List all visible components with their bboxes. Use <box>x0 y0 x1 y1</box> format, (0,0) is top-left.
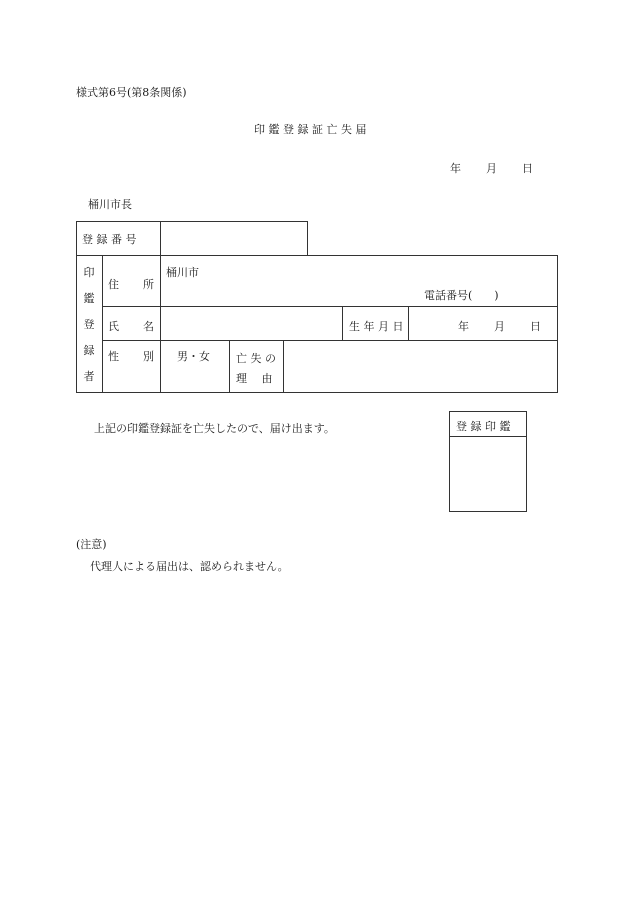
name-label: 名 <box>143 320 154 333</box>
date-year-label: 年 <box>450 162 461 175</box>
dob-label: 生 年 月 日 <box>349 320 404 333</box>
table-border <box>76 221 77 393</box>
table-border <box>307 221 308 255</box>
date-month-label: 月 <box>486 162 497 175</box>
table-border <box>557 255 558 393</box>
loss-reason-label: 亡 失 の <box>236 352 276 365</box>
seal-box-label: 登 録 印 鑑 <box>456 420 511 433</box>
table-border <box>76 392 558 393</box>
table-border <box>102 255 103 393</box>
dob-field[interactable] <box>409 307 557 340</box>
form-number: 様式第6号(第8条関係) <box>76 86 187 99</box>
date-day-label: 日 <box>522 162 533 175</box>
page-title: 印 鑑 登 録 証 亡 失 届 <box>254 123 367 136</box>
gender-label: 性 <box>108 350 119 363</box>
notes-text: 代理人による届出は、認められません。 <box>90 560 289 573</box>
registrant-char: 録 <box>83 344 95 357</box>
registrant-char: 鑑 <box>83 292 95 305</box>
address-field[interactable] <box>161 256 557 306</box>
name-label: 氏 <box>108 320 119 333</box>
seal-impression-area[interactable] <box>450 437 526 511</box>
notes-heading: (注意) <box>76 538 107 551</box>
table-border <box>229 340 230 393</box>
seal-box <box>449 411 527 512</box>
loss-reason-field[interactable] <box>284 341 557 392</box>
loss-reason-label: 理 由 <box>236 372 273 385</box>
gender-label: 別 <box>143 350 154 363</box>
dob-day-label: 日 <box>530 320 541 333</box>
address-label: 所 <box>143 278 154 291</box>
registrant-char: 者 <box>83 370 95 383</box>
address-prefill: 桶川市 <box>166 266 199 279</box>
table-border <box>342 306 343 341</box>
name-field[interactable] <box>161 307 342 340</box>
dob-month-label: 月 <box>494 320 505 333</box>
phone-label: 電話番号( ) <box>424 289 499 302</box>
declaration-text: 上記の印鑑登録証を亡失したので、届け出ます。 <box>94 422 335 435</box>
address-label: 住 <box>108 278 119 291</box>
gender-options[interactable]: 男・女 <box>177 350 210 363</box>
registrant-char: 登 <box>83 318 95 331</box>
registration-number-label: 登 録 番 号 <box>82 233 137 246</box>
registrant-char: 印 <box>83 266 95 279</box>
addressee: 桶川市長 <box>88 198 132 211</box>
dob-year-label: 年 <box>458 320 469 333</box>
registration-number-field[interactable] <box>161 222 307 255</box>
